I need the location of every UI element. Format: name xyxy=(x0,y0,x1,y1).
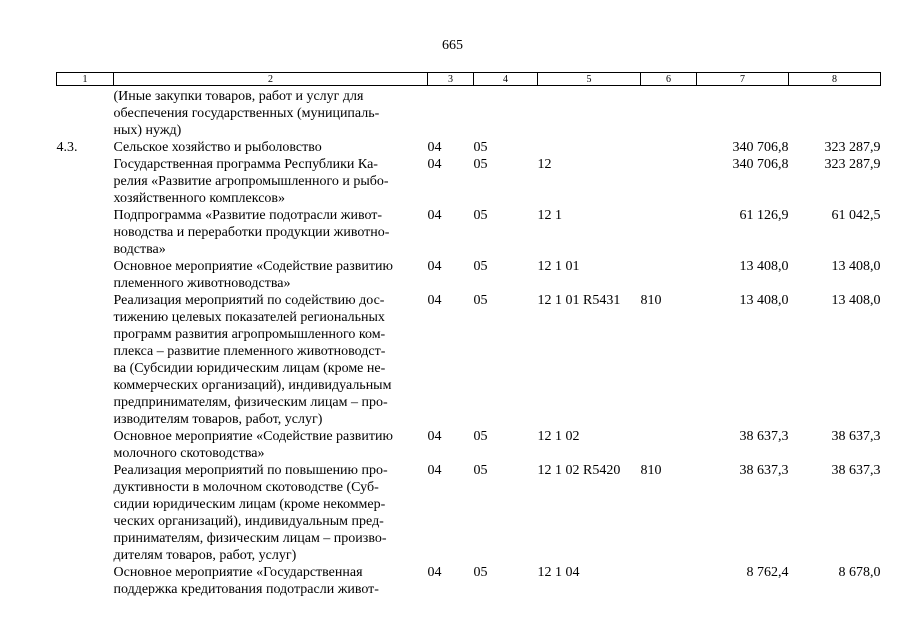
row-number xyxy=(57,564,114,598)
row-expense-type xyxy=(641,139,697,156)
table-row xyxy=(57,428,881,462)
row-section: 04 xyxy=(427,293,442,308)
table-row xyxy=(57,156,881,207)
row-section: 04 xyxy=(427,463,442,478)
row-amount-year-1: 38 637,3 xyxy=(739,463,789,478)
header-col-7: 7 xyxy=(697,73,789,86)
row-expense-type: 810 xyxy=(640,293,662,308)
row-name: Основное мероприятие «Содействие развитию молочного скотоводства» xyxy=(113,429,393,461)
header-col-8: 8 xyxy=(789,73,881,86)
table-row xyxy=(57,207,881,258)
row-expense-type xyxy=(641,207,697,258)
row-section: 04 xyxy=(427,429,442,444)
row-amount-year-2: 13 408,0 xyxy=(831,293,881,308)
row-amount-year-2: 61 042,5 xyxy=(831,208,881,223)
row-subsection: 05 xyxy=(473,259,488,274)
header-col-4: 4 xyxy=(474,73,538,86)
header-col-6: 6 xyxy=(641,73,697,86)
row-expense-type xyxy=(641,156,697,207)
header-col-3: 3 xyxy=(428,73,474,86)
row-name: Сельское хозяйство и рыболовство xyxy=(113,140,322,155)
row-section: 04 xyxy=(427,140,442,155)
row-number xyxy=(57,428,114,462)
row-expense-type xyxy=(641,258,697,292)
row-section: 04 xyxy=(427,565,442,580)
row-target-article: 12 1 02 R5420 xyxy=(537,463,621,478)
row-expense-type xyxy=(641,86,697,140)
row-amount-year-1: 8 762,4 xyxy=(746,565,789,580)
row-number xyxy=(57,292,114,428)
row-target-article: 12 1 xyxy=(537,208,562,223)
header-col-5: 5 xyxy=(538,73,641,86)
row-subsection: 05 xyxy=(473,293,488,308)
row-target-article: 12 1 04 xyxy=(537,565,580,580)
table-row xyxy=(57,139,881,156)
row-subsection: 05 xyxy=(473,208,488,223)
table-row xyxy=(57,86,881,140)
row-target-article: 12 1 01 xyxy=(537,259,580,274)
row-subsection: 05 xyxy=(473,463,488,478)
row-section: 04 xyxy=(427,208,442,223)
row-section: 04 xyxy=(427,259,442,274)
row-number xyxy=(57,207,114,258)
row-name: (Иные закупки товаров, работ и услуг для обеспечения государственных (муниципаль- ных) нужд) xyxy=(113,89,380,138)
row-amount-year-2 xyxy=(789,86,881,140)
row-amount-year-1: 340 706,8 xyxy=(732,140,789,155)
row-number xyxy=(57,258,114,292)
row-amount-year-1: 38 637,3 xyxy=(739,429,789,444)
row-expense-type xyxy=(641,564,697,598)
row-subsection: 05 xyxy=(473,140,488,155)
row-amount-year-2: 38 637,3 xyxy=(831,463,881,478)
table-header-row xyxy=(57,73,881,86)
row-amount-year-2: 8 678,0 xyxy=(838,565,881,580)
row-subsection: 05 xyxy=(473,565,488,580)
table-row xyxy=(57,258,881,292)
row-expense-type: 810 xyxy=(640,463,662,478)
row-section: 04 xyxy=(427,157,442,172)
row-amount-year-1: 61 126,9 xyxy=(739,208,789,223)
page-number: 665 xyxy=(442,38,463,53)
row-amount-year-2: 38 637,3 xyxy=(831,429,881,444)
row-target-article: 12 1 02 xyxy=(537,429,580,444)
row-name: Подпрограмма «Развитие подотрасли живот- новодства и переработки продукции животно- водства» xyxy=(113,208,390,257)
row-section xyxy=(428,86,474,140)
row-target-article xyxy=(538,139,641,156)
row-name: Реализация мероприятий по содействию дос- тижению целевых показателей региональных программ развития агропромышленного ком- плекса – развитие племенного животноводст- ва (Субсидии юридическим лицам (кроме не- коммерческих организаций), индивидуальным предпринимателям, физическим лицам – про- изводителям товаров, работ, услуг) xyxy=(113,293,392,427)
row-target-article xyxy=(538,86,641,140)
row-amount-year-2: 323 287,9 xyxy=(824,140,881,155)
row-name: Реализация мероприятий по повышению про- дуктивности в молочном скотоводстве (Суб- сидии юридическим лицам (кроме некоммер- ческих организаций), индивидуальным пред- принимателям, физическим лицам – произво- дителям товаров, работ, услуг) xyxy=(113,463,388,563)
row-name: Основное мероприятие «Государственная поддержка кредитования подотрасли живот- xyxy=(113,565,379,597)
row-name: Основное мероприятие «Содействие развитию племенного животноводства» xyxy=(113,259,393,291)
row-amount-year-1: 13 408,0 xyxy=(739,293,789,308)
row-number xyxy=(57,86,114,140)
row-number xyxy=(57,462,114,564)
row-subsection: 05 xyxy=(473,429,488,444)
table-row xyxy=(57,564,881,598)
row-expense-type xyxy=(641,428,697,462)
table-row xyxy=(57,292,881,428)
row-number: 4.3. xyxy=(56,140,78,155)
row-name: Государственная программа Республики Ка- релия «Развитие агропромышленного и рыбо- хозяйственного комплексов» xyxy=(113,157,389,206)
row-amount-year-1: 340 706,8 xyxy=(732,157,789,172)
row-target-article: 12 xyxy=(537,157,552,172)
row-amount-year-2: 323 287,9 xyxy=(824,157,881,172)
row-subsection: 05 xyxy=(473,157,488,172)
row-number xyxy=(57,156,114,207)
row-subsection xyxy=(474,86,538,140)
row-target-article: 12 1 01 R5431 xyxy=(537,293,621,308)
header-col-1: 1 xyxy=(57,73,114,86)
header-col-2: 2 xyxy=(114,73,428,86)
row-amount-year-1 xyxy=(697,86,789,140)
row-amount-year-1: 13 408,0 xyxy=(739,259,789,274)
row-amount-year-2: 13 408,0 xyxy=(831,259,881,274)
table-row xyxy=(57,462,881,564)
budget-table xyxy=(56,72,881,598)
